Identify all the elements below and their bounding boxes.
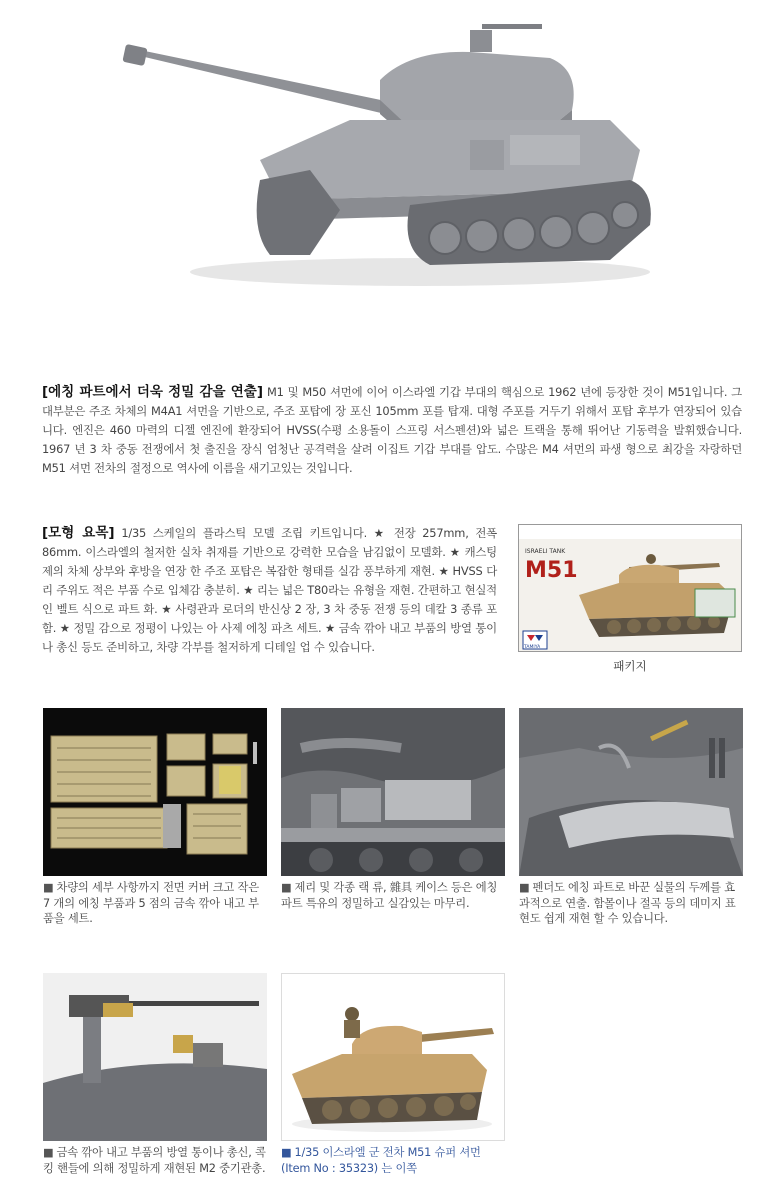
photo-m2-machine-gun	[43, 973, 267, 1141]
bullet-square-icon: ■	[43, 1146, 54, 1159]
package-model: M51	[525, 558, 578, 583]
package-subtitle: ISRAELI TANK	[525, 548, 566, 555]
bullet-square-icon: ■	[281, 1146, 292, 1159]
bullet-square-icon: ■	[43, 881, 54, 894]
bullet-square-icon: ■	[519, 881, 530, 894]
hero-tank-image	[110, 10, 670, 290]
package-brand: TAMIYA	[524, 645, 541, 650]
photo-etching-parts	[43, 708, 267, 876]
intro-body: M1 및 M50 셔먼에 이어 이스라엘 기갑 부대의 핵심으로 1962 년에 등장한 것이 M51입니다. 그 대부분은 주조 차체의 M4A1 셔먼을 기반으로, 주조 포탑에 장 포신 105mm 포를 탑재. 대형 주포를 거두기 위해서 포탑 후부가 연장되어 있습니다. 엔진은 460 마력의 디젤 엔진에 환장되어 HVSS(수평 소용돌이 스프링 서스펜션)와 넓은 트랙을 통해 뛰어난 기동력을 발휘했습니다. 1967 년 3 차 중동 전쟁에서 첫 출진을 장식 엄청난 공격력을 살려 이집트 기갑 부대를 압도. 수많은 M4 셔먼의 파생 형으로 최강을 자랑하던 M51 셔먼 전차의 절정으로 역사에 이름을 새기고있는 것입니다.	[42, 385, 742, 475]
summary-heading: [모형 요목]	[42, 525, 115, 541]
photo-stowage-racks	[281, 708, 505, 876]
photo-caption-3: ■ 펜더도 에칭 파트로 바꾼 실물의 두께를 효과적으로 연출. 함몰이나 절곡 등의 데미지 표현도 쉽게 재현 할 수 있습니다.	[519, 881, 736, 925]
photo-caption-4: ■ 금속 깎아 내고 부품의 방열 통이나 총신, 콕킹 핸들에 의해 정밀하게 재현된 M2 중기관총.	[43, 1146, 266, 1175]
photo-m51-desert-tank[interactable]	[281, 973, 505, 1141]
package-illustration	[519, 525, 742, 652]
summary-body: 1/35 스케일의 플라스틱 모델 조립 키트입니다. ★ 전장 257mm, 전폭 86mm. 이스라엘의 철저한 실차 취재를 기반으로 강력한 모습을 남김없이 모델화. ★ 캐스팅 제의 차체 상부와 후방을 연장 한 주조 포탑은 복잡한 형태를 실감 풍부하게 재현. ★ HVSS 다리 주위도 적은 부품 수로 입체감 충분히. ★ 리는 넓은 T80라는 유형을 재현. 간편하고 현실적인 벨트 식으로 파트 화. ★ 사령관과 로더의 반신상 2 장, 3 차 중동 전쟁 등의 데칼 3 종류 포함. ★ 정밀 감으로 정평이 나있는 아 사제 에칭 파츠 세트. ★ 금속 깎아 내고 부품의 방열 통이나 총신 등도 준비하고, 차량 각부를 철저하게 디테일 업 수 있습니다.	[42, 526, 497, 654]
bullet-square-icon: ■	[281, 881, 292, 894]
photo-caption-2: ■ 제리 및 각종 랙 류, 雜具 케이스 등은 에칭 파트 특유의 정밀하고 실감있는 마무리.	[281, 881, 498, 910]
related-item-link[interactable]: ■ 1/35 이스라엘 군 전차 M51 슈퍼 셔먼 (Item No : 35323) 는 이쪽	[281, 1146, 481, 1175]
package-box-art	[518, 524, 742, 652]
photo-fender-detail	[519, 708, 743, 876]
intro-heading: [에칭 파트에서 더욱 정밀 감을 연출]	[42, 384, 264, 400]
intro-paragraph	[42, 383, 742, 478]
summary-paragraph	[42, 524, 497, 657]
photo-caption-1: ■ 차량의 세부 사항까지 전면 커버 크고 작은 7 개의 에칭 부품과 5 점의 금속 깎아 내고 부품을 세트.	[43, 881, 259, 925]
package-caption: 패키지	[613, 659, 647, 673]
